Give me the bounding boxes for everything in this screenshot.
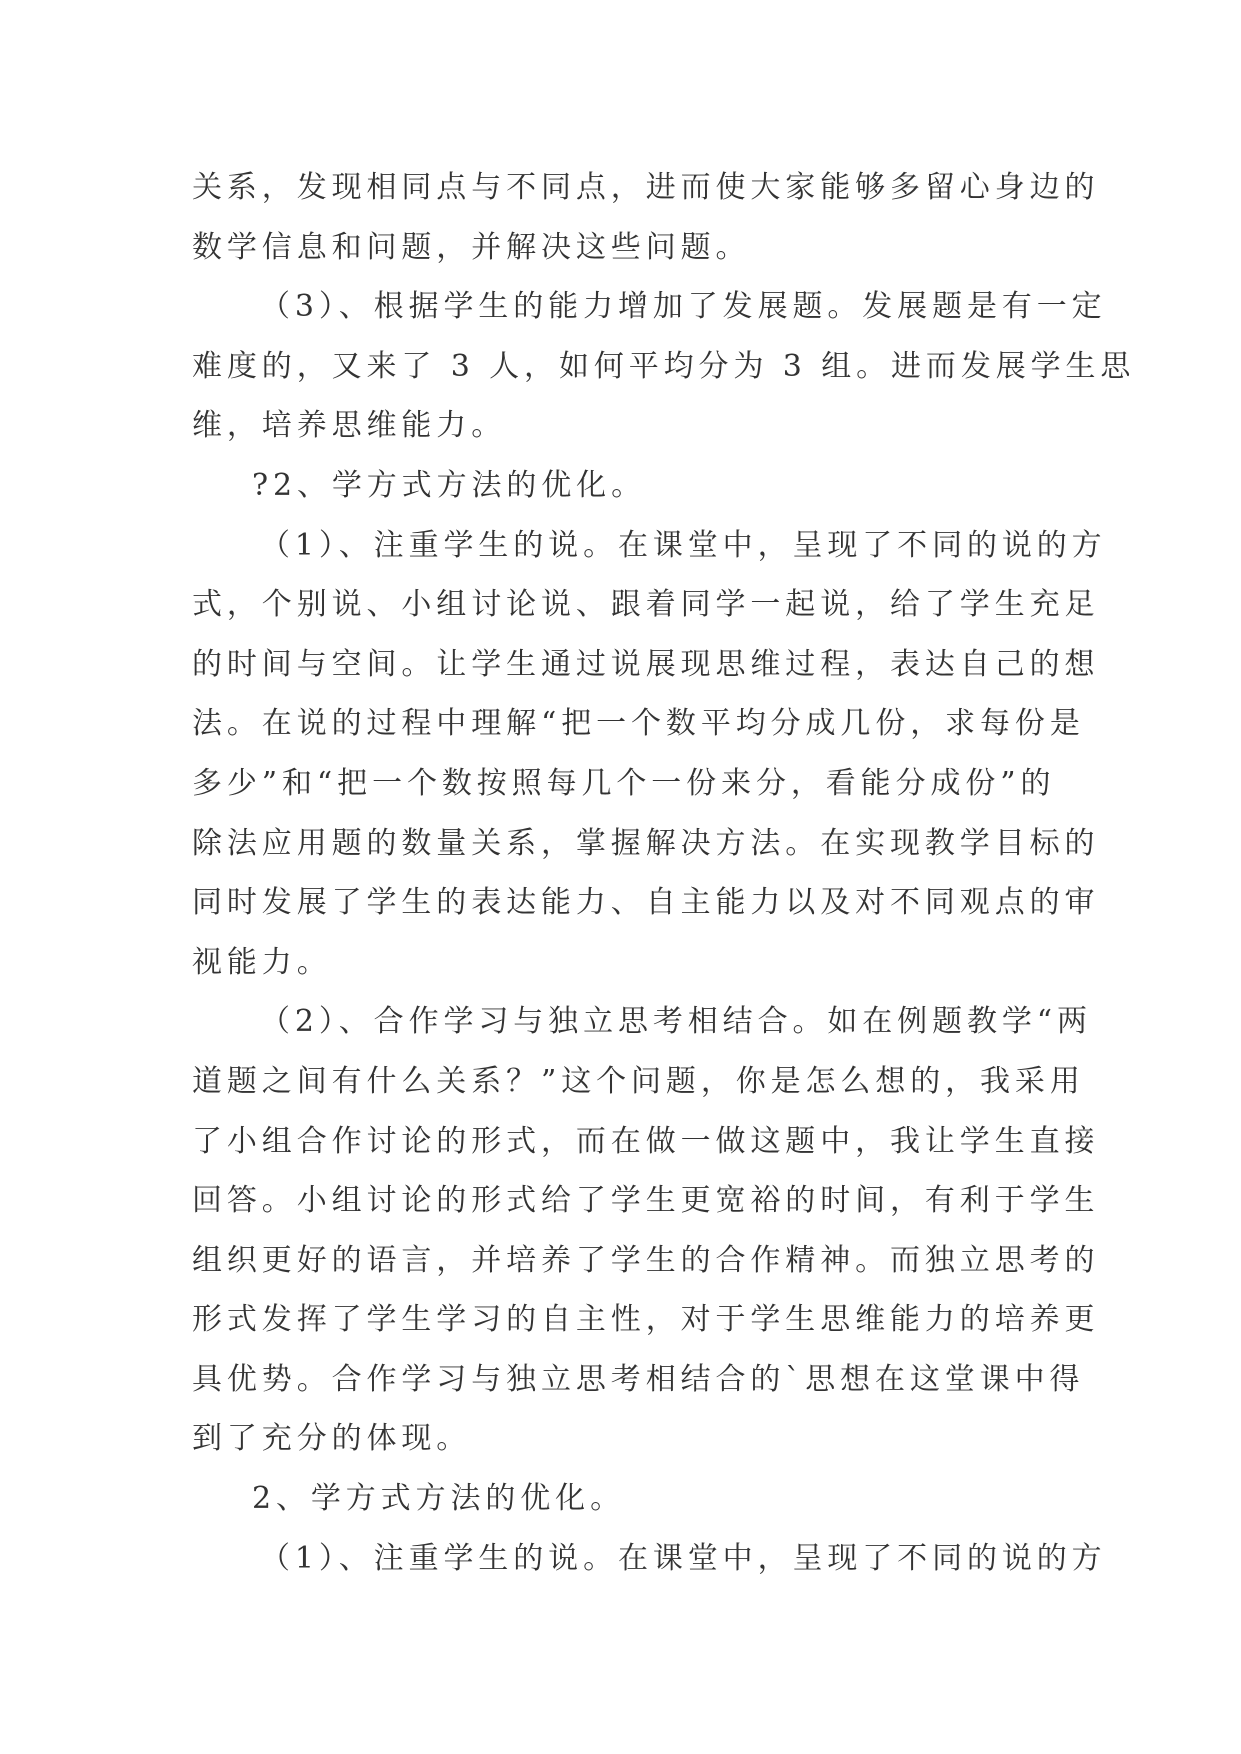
paragraph-start-line: （1）、注重学生的说。在课堂中，呈现了不同的说的方	[260, 527, 1107, 563]
text-line: 了小组合作讨论的形式，而在做一做这题中，我让学生直接	[192, 1123, 1100, 1159]
paragraph-start-line: （2）、合作学习与独立思考相结合。如在例题教学“两	[260, 1004, 1092, 1040]
text-line: 数学信息和问题，并解决这些问题。	[192, 229, 751, 265]
text-line: 同时发展了学生的表达能力、自主能力以及对不同观点的审	[192, 885, 1100, 921]
text-line: 回答。小组讨论的形式给了学生更宽裕的时间，有利于学生	[192, 1183, 1100, 1219]
text-line: 的时间与空间。让学生通过说展现思维过程，表达自己的想	[192, 646, 1100, 682]
section-heading-line: ?2、学方式方法的优化。	[252, 467, 646, 503]
text-line: 组织更好的语言，并培养了学生的合作精神。而独立思考的	[192, 1242, 1100, 1278]
text-line: 道题之间有什么关系？”这个问题，你是怎么想的，我采用	[192, 1063, 1085, 1099]
document-body	[192, 158, 1136, 1588]
text-line: 到了充分的体现。	[192, 1421, 472, 1457]
text-line: 具优势。合作学习与独立思考相结合的`思想在这堂课中得	[192, 1361, 1085, 1397]
text-line: 维，培养思维能力。	[192, 408, 507, 444]
text-line: 式，个别说、小组讨论说、跟着同学一起说，给了学生充足	[192, 587, 1100, 623]
text-line: 关系，发现相同点与不同点，进而使大家能够多留心身边的	[192, 170, 1100, 205]
text-line: 除法应用题的数量关系，掌握解决方法。在实现教学目标的	[192, 825, 1100, 861]
text-line: 多少”和“把一个数按照每几个一份来分，看能分成份”的	[192, 765, 1056, 801]
text-line: 法。在说的过程中理解“把一个数平均分成几份，求每份是	[192, 706, 1085, 742]
paragraph-start-line: （3）、根据学生的能力增加了发展题。发展题是有一定	[260, 289, 1107, 325]
section-heading-line: 2、学方式方法的优化。	[252, 1481, 625, 1517]
text-line: 视能力。	[192, 944, 332, 980]
text-line: 难度的，又来了 3 人，如何平均分为 3 组。进而发展学生思	[192, 348, 1136, 384]
text-line: 形式发挥了学生学习的自主性，对于学生思维能力的培养更	[192, 1302, 1100, 1338]
paragraph-start-line: （1）、注重学生的说。在课堂中，呈现了不同的说的方	[260, 1540, 1107, 1576]
